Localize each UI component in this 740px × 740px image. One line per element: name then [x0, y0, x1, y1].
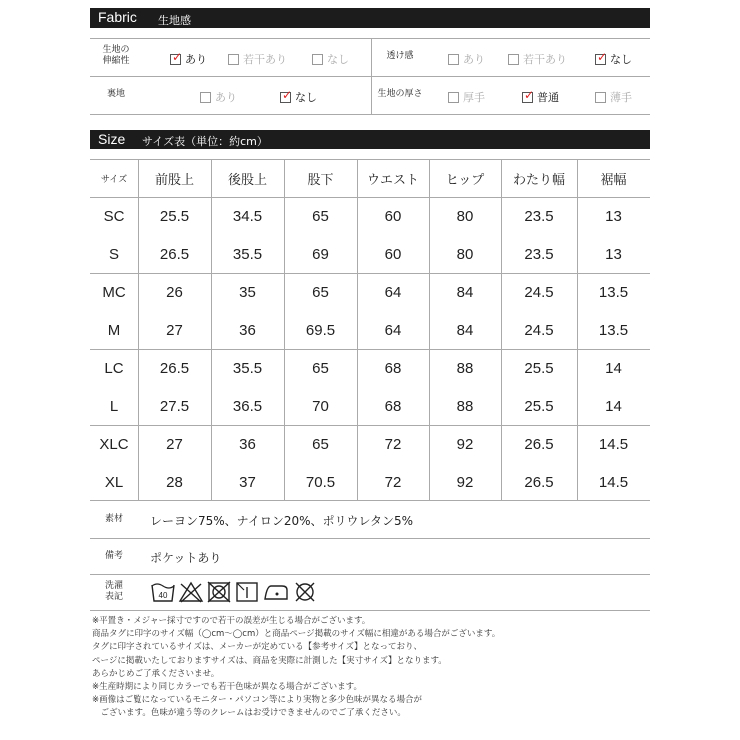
column-header: 股下 — [307, 172, 334, 188]
fabric-option-label: なし — [327, 53, 349, 66]
size-value: 25.5 — [159, 207, 190, 225]
size-name: XL — [104, 473, 124, 491]
column-header: ヒップ — [445, 172, 485, 188]
size-value: 64 — [384, 283, 402, 301]
column-header: ウエスト — [366, 172, 419, 188]
table-row — [90, 197, 650, 235]
table-row — [90, 349, 650, 387]
checkbox-empty-icon — [448, 92, 459, 103]
size-value: 60 — [384, 207, 402, 225]
size-value: 35.5 — [232, 245, 263, 263]
divider — [429, 159, 430, 500]
size-value: 88 — [456, 397, 474, 415]
divider — [138, 159, 139, 500]
size-name: M — [107, 321, 121, 339]
size-value: 84 — [456, 283, 474, 301]
checkbox-empty-icon — [595, 92, 606, 103]
checkbox-checked-icon — [595, 49, 608, 65]
size-value: 14.5 — [598, 435, 629, 453]
fabric-table — [90, 38, 650, 114]
material-value: レーヨン75%、ナイロン20%、ポリウレタン5% — [150, 514, 414, 528]
fabric-option-label: 若干あり — [243, 53, 287, 66]
size-title-jp: サイズ表（単位：約cm） — [142, 135, 268, 148]
size-section-header — [90, 130, 650, 149]
fabric-option-label: 薄手 — [610, 91, 632, 104]
size-value: 92 — [456, 473, 474, 491]
size-value: 65 — [312, 283, 329, 301]
checkbox-checked-icon — [280, 87, 293, 103]
iron-low-icon — [262, 580, 290, 604]
size-value: 13.5 — [598, 283, 629, 301]
check-icon: ✓ — [524, 87, 535, 102]
fabric-option-label: 厚手 — [463, 91, 485, 104]
fabric-option-right — [508, 51, 567, 67]
note-line: ※画像はご覧になっているモニター・パソコン等により実物と多少色味が異なる場合が — [92, 695, 422, 706]
divider — [90, 500, 650, 501]
divider — [90, 610, 650, 611]
check-icon: ✓ — [282, 87, 293, 102]
size-value: 13 — [605, 245, 622, 263]
size-value: 60 — [384, 245, 402, 263]
size-title-en: Size — [98, 131, 126, 147]
wash-40-icon — [150, 580, 176, 604]
fabric-option-label: あり — [185, 53, 207, 66]
checkbox-empty-icon — [312, 54, 323, 65]
fabric-label: 裏地 — [106, 89, 125, 99]
wash-temp: 40 — [158, 591, 168, 600]
divider — [90, 349, 650, 350]
checkbox-empty-icon — [228, 54, 239, 65]
size-value: 34.5 — [232, 207, 263, 225]
size-value: 25.5 — [524, 359, 554, 377]
size-value: 24.5 — [524, 283, 554, 301]
table-row — [90, 311, 650, 349]
size-value: 72 — [384, 435, 402, 453]
size-value: 88 — [456, 359, 474, 377]
size-value: 80 — [456, 245, 474, 263]
size-value: 24.5 — [524, 321, 554, 339]
fabric-label: 透け感 — [386, 51, 414, 61]
size-value: 26.5 — [159, 245, 190, 263]
divider — [577, 159, 578, 500]
size-value: 37 — [239, 473, 256, 491]
size-value: 23.5 — [524, 207, 554, 225]
line-dry-shade-icon — [234, 580, 260, 604]
size-name: SC — [103, 207, 125, 225]
divider — [90, 76, 650, 77]
check-icon: ✓ — [597, 49, 608, 64]
care-label: 洗濯 表記 — [104, 581, 123, 602]
size-value: 25.5 — [524, 397, 554, 415]
divider — [90, 159, 650, 160]
fabric-option-label: 普通 — [537, 91, 559, 104]
size-value: 36 — [239, 435, 256, 453]
checkbox-checked-icon — [170, 49, 183, 65]
fabric-option-right — [448, 89, 485, 105]
size-value: 65 — [312, 207, 329, 225]
fabric-option-label: あり — [215, 91, 237, 104]
size-value: 84 — [456, 321, 474, 339]
size-value: 27 — [166, 435, 183, 453]
size-name: L — [109, 397, 119, 415]
fabric-option-label: なし — [295, 91, 317, 104]
size-value: 64 — [384, 321, 402, 339]
size-value: 72 — [384, 473, 402, 491]
size-value: 27.5 — [159, 397, 190, 415]
divider — [90, 574, 650, 575]
size-value: 28 — [166, 473, 183, 491]
size-value: 68 — [384, 359, 402, 377]
fabric-option-right — [522, 89, 559, 105]
fabric-label: 生地の 伸縮性 — [102, 45, 130, 66]
divider — [90, 197, 650, 198]
no-tumble-dry-icon — [206, 580, 232, 604]
fabric-option-left — [200, 89, 237, 105]
size-name: S — [108, 245, 119, 263]
notes — [92, 615, 648, 721]
column-header: 前股上 — [154, 172, 194, 188]
checkbox-empty-icon — [508, 54, 519, 65]
fabric-option-label: なし — [610, 53, 632, 66]
size-table-header — [90, 159, 650, 197]
note-line: ページに掲載いたしておりますサイズは、商品を実際に計測した【実寸サイズ】となります。 — [92, 655, 447, 666]
divider — [90, 38, 650, 39]
divider — [90, 273, 650, 274]
size-value: 92 — [456, 435, 474, 453]
fabric-label: 生地の厚さ — [377, 89, 423, 99]
fabric-title-jp: 生地感 — [158, 14, 191, 27]
size-value: 23.5 — [524, 245, 554, 263]
no-bleach-icon — [178, 580, 204, 604]
size-value: 26.5 — [524, 435, 554, 453]
fabric-option-left — [280, 89, 317, 105]
divider — [357, 159, 358, 500]
note-line: あらかじめご了承くださいませ。 — [92, 668, 220, 679]
fabric-option-left — [228, 51, 287, 67]
size-value: 69 — [312, 245, 329, 263]
size-value: 13 — [605, 207, 622, 225]
material-label: 素材 — [104, 514, 123, 524]
checkbox-empty-icon — [448, 54, 459, 65]
note-line: タグに印字されているサイズは、メーカーが定めている【参考サイズ】となっており、 — [92, 642, 422, 653]
size-name: MC — [102, 283, 126, 301]
note-line: ※生産時期により同じカラーでも若干色味が異なる場合がございます。 — [92, 682, 362, 693]
size-value: 35 — [239, 283, 256, 301]
fabric-option-right — [595, 51, 632, 67]
divider — [90, 538, 650, 539]
check-icon: ✓ — [172, 49, 183, 64]
divider — [371, 38, 372, 114]
size-value: 14 — [605, 397, 622, 415]
divider — [211, 159, 212, 500]
divider — [501, 159, 502, 500]
fabric-option-label: 若干あり — [523, 53, 567, 66]
size-value: 65 — [312, 435, 329, 453]
size-value: 35.5 — [232, 359, 263, 377]
size-value: 26 — [166, 283, 183, 301]
column-header: 後股上 — [227, 172, 267, 188]
checkbox-checked-icon — [522, 87, 535, 103]
size-value: 13.5 — [598, 321, 629, 339]
column-header: 裾幅 — [600, 172, 627, 188]
size-value: 26.5 — [159, 359, 190, 377]
size-value: 36.5 — [232, 397, 263, 415]
remarks-value: ポケットあり — [150, 551, 222, 565]
divider — [90, 425, 650, 426]
table-row — [90, 463, 650, 501]
size-value: 70.5 — [305, 473, 336, 491]
size-value: 65 — [312, 359, 329, 377]
size-value: 14.5 — [598, 473, 629, 491]
size-value: 70 — [312, 397, 329, 415]
divider — [90, 114, 650, 115]
note-line: 商品タグに印字のサイズ幅（◯cm〜◯cm）と商品ページ掲載のサイズ幅に相違がある場合がございます。 — [92, 629, 501, 640]
size-value: 26.5 — [524, 473, 554, 491]
size-name: XLC — [99, 435, 129, 453]
note-line: ※平置き・メジャー採寸ですので若干の誤差が生じる場合がございます。 — [92, 616, 371, 626]
fabric-option-right — [595, 89, 632, 105]
fabric-option-left — [312, 51, 349, 67]
column-header: サイズ — [100, 174, 128, 185]
fabric-option-label: あり — [463, 53, 485, 66]
table-row — [90, 425, 650, 463]
checkbox-empty-icon — [200, 92, 211, 103]
size-value: 27 — [166, 321, 183, 339]
fabric-section-header — [90, 8, 650, 28]
remarks-label: 備考 — [104, 551, 123, 561]
size-value: 69.5 — [305, 321, 336, 339]
size-value: 36 — [239, 321, 256, 339]
fabric-option-left — [170, 51, 207, 67]
size-value: 68 — [384, 397, 402, 415]
size-name: LC — [104, 359, 124, 377]
size-value: 14 — [605, 359, 622, 377]
fabric-title-en: Fabric — [98, 9, 137, 25]
no-dry-clean-icon — [292, 580, 318, 604]
care-symbols — [150, 580, 318, 604]
table-row — [90, 235, 650, 273]
note-line: ございます。色味が違う等のクレームはお受けできませんのでご了承ください。 — [92, 708, 406, 719]
table-row — [90, 273, 650, 311]
size-value: 80 — [456, 207, 474, 225]
column-header: わたり幅 — [512, 172, 565, 188]
divider — [284, 159, 285, 500]
table-row — [90, 387, 650, 425]
fabric-option-right — [448, 51, 485, 67]
